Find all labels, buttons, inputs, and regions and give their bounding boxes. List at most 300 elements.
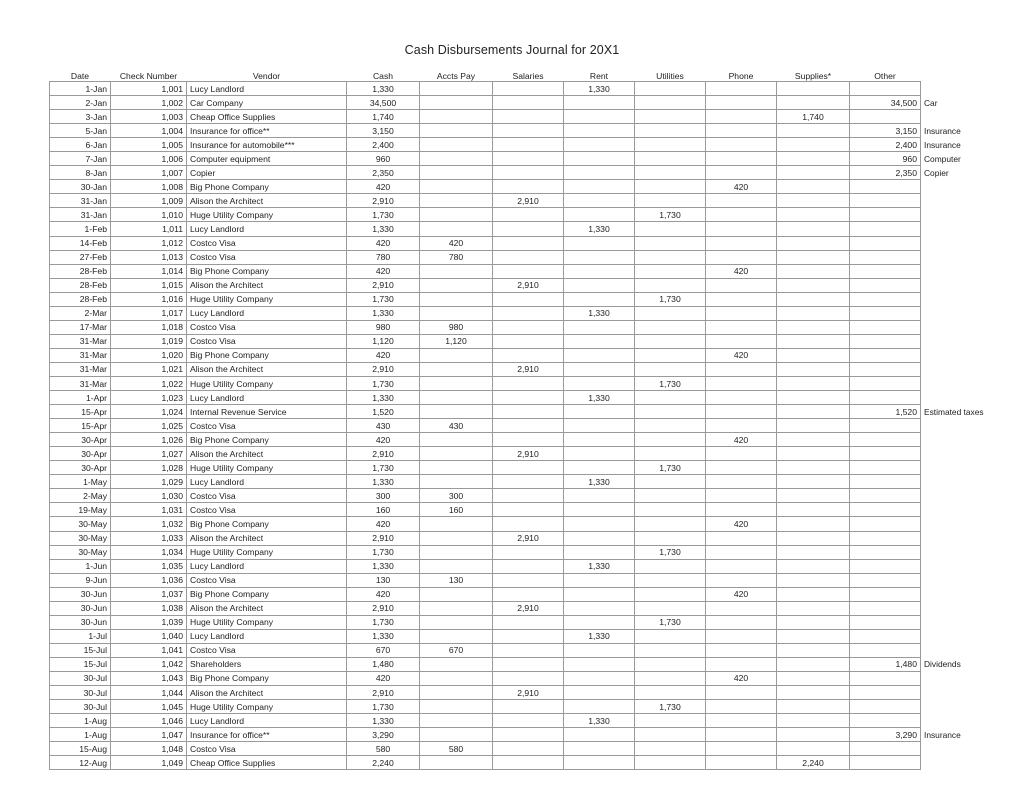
- cash-cell: 1,330: [347, 391, 420, 405]
- supplies-cell: [777, 124, 850, 138]
- phone-cell: [706, 278, 777, 292]
- phone-cell: [706, 489, 777, 503]
- vendor-cell: Big Phone Company: [187, 180, 347, 194]
- phone-cell: 420: [706, 180, 777, 194]
- accts-pay-cell: [420, 208, 493, 222]
- rent-cell: [564, 96, 635, 110]
- accts-pay-cell: [420, 671, 493, 685]
- phone-cell: 420: [706, 517, 777, 531]
- supplies-cell: [777, 700, 850, 714]
- journal-row: [50, 194, 1003, 208]
- supplies-cell: [777, 531, 850, 545]
- check-number-cell: 1,040: [111, 629, 187, 643]
- category-note: [921, 545, 1003, 559]
- rent-cell: [564, 545, 635, 559]
- supplies-cell: [777, 629, 850, 643]
- journal-row: [50, 700, 1003, 714]
- other-cell: [850, 208, 921, 222]
- other-cell: [850, 714, 921, 728]
- date-cell: 15-Jul: [50, 657, 111, 671]
- category-note: [921, 531, 1003, 545]
- accts-pay-cell: [420, 362, 493, 376]
- check-number-cell: 1,008: [111, 180, 187, 194]
- utilities-cell: [635, 531, 706, 545]
- category-note: [921, 320, 1003, 334]
- other-cell: [850, 615, 921, 629]
- accts-pay-cell: 670: [420, 643, 493, 657]
- vendor-cell: Alison the Architect: [187, 601, 347, 615]
- salaries-cell: [493, 180, 564, 194]
- journal-row: [50, 236, 1003, 250]
- journal-row: [50, 334, 1003, 348]
- rent-cell: [564, 138, 635, 152]
- journal-row: [50, 714, 1003, 728]
- phone-cell: [706, 334, 777, 348]
- date-cell: 15-Jul: [50, 643, 111, 657]
- accts-pay-cell: 780: [420, 250, 493, 264]
- category-note: [921, 306, 1003, 320]
- cash-cell: 1,730: [347, 208, 420, 222]
- date-cell: 15-Aug: [50, 742, 111, 756]
- other-cell: [850, 447, 921, 461]
- check-number-cell: 1,011: [111, 222, 187, 236]
- category-note: [921, 559, 1003, 573]
- cash-cell: 420: [347, 587, 420, 601]
- utilities-cell: [635, 405, 706, 419]
- phone-cell: [706, 573, 777, 587]
- vendor-cell: Huge Utility Company: [187, 208, 347, 222]
- cash-cell: 960: [347, 152, 420, 166]
- rent-cell: [564, 278, 635, 292]
- supplies-cell: [777, 545, 850, 559]
- rent-cell: 1,330: [564, 714, 635, 728]
- supplies-cell: [777, 82, 850, 96]
- cash-cell: 2,910: [347, 194, 420, 208]
- supplies-cell: [777, 138, 850, 152]
- journal-row: [50, 278, 1003, 292]
- date-cell: 30-Jun: [50, 615, 111, 629]
- vendor-cell: Internal Revenue Service: [187, 405, 347, 419]
- category-note: [921, 348, 1003, 362]
- cash-cell: 3,150: [347, 124, 420, 138]
- supplies-cell: [777, 166, 850, 180]
- header-cash: Cash: [372, 71, 394, 81]
- supplies-cell: [777, 222, 850, 236]
- salaries-cell: [493, 138, 564, 152]
- rent-cell: [564, 236, 635, 250]
- vendor-cell: Big Phone Company: [187, 348, 347, 362]
- other-cell: 1,520: [850, 405, 921, 419]
- vendor-cell: Costco Visa: [187, 742, 347, 756]
- supplies-cell: [777, 517, 850, 531]
- category-note: [921, 376, 1003, 390]
- salaries-cell: [493, 489, 564, 503]
- journal-body: [50, 82, 1003, 770]
- check-number-cell: 1,020: [111, 348, 187, 362]
- salaries-cell: [493, 166, 564, 180]
- date-cell: 6-Jan: [50, 138, 111, 152]
- salaries-cell: 2,910: [493, 601, 564, 615]
- journal-row: [50, 517, 1003, 531]
- journal-row: [50, 503, 1003, 517]
- rent-cell: [564, 742, 635, 756]
- other-cell: [850, 278, 921, 292]
- supplies-cell: 1,740: [777, 110, 850, 124]
- other-cell: [850, 601, 921, 615]
- phone-cell: [706, 292, 777, 306]
- journal-row: [50, 419, 1003, 433]
- check-number-cell: 1,025: [111, 419, 187, 433]
- header-check-number: Check Number: [119, 71, 178, 81]
- header-salaries: Salaries: [512, 71, 544, 81]
- cash-cell: 420: [347, 671, 420, 685]
- accts-pay-cell: [420, 110, 493, 124]
- supplies-cell: [777, 306, 850, 320]
- salaries-cell: [493, 264, 564, 278]
- utilities-cell: 1,730: [635, 376, 706, 390]
- date-cell: 28-Feb: [50, 264, 111, 278]
- vendor-cell: Alison the Architect: [187, 686, 347, 700]
- utilities-cell: [635, 124, 706, 138]
- phone-cell: [706, 742, 777, 756]
- header-rent: Rent: [589, 71, 609, 81]
- category-note: [921, 180, 1003, 194]
- supplies-cell: [777, 96, 850, 110]
- salaries-cell: [493, 559, 564, 573]
- journal-row: [50, 756, 1003, 770]
- salaries-cell: [493, 657, 564, 671]
- other-cell: [850, 236, 921, 250]
- salaries-cell: [493, 643, 564, 657]
- accts-pay-cell: [420, 306, 493, 320]
- supplies-cell: [777, 180, 850, 194]
- utilities-cell: [635, 503, 706, 517]
- accts-pay-cell: [420, 292, 493, 306]
- cash-cell: 780: [347, 250, 420, 264]
- supplies-cell: [777, 503, 850, 517]
- cash-cell: 1,730: [347, 615, 420, 629]
- cash-cell: 1,730: [347, 461, 420, 475]
- check-number-cell: 1,030: [111, 489, 187, 503]
- phone-cell: [706, 96, 777, 110]
- vendor-cell: Insurance for office**: [187, 124, 347, 138]
- accts-pay-cell: [420, 447, 493, 461]
- header-date: Date: [70, 71, 90, 81]
- cash-cell: 1,330: [347, 475, 420, 489]
- journal-row: [50, 475, 1003, 489]
- other-cell: 2,350: [850, 166, 921, 180]
- journal-row: [50, 601, 1003, 615]
- date-cell: 1-Aug: [50, 714, 111, 728]
- category-note: [921, 489, 1003, 503]
- date-cell: 30-Jul: [50, 686, 111, 700]
- journal-row: [50, 573, 1003, 587]
- phone-cell: [706, 362, 777, 376]
- supplies-cell: [777, 419, 850, 433]
- utilities-cell: [635, 489, 706, 503]
- cash-cell: 2,350: [347, 166, 420, 180]
- vendor-cell: Alison the Architect: [187, 194, 347, 208]
- date-cell: 1-May: [50, 475, 111, 489]
- phone-cell: [706, 615, 777, 629]
- category-note: [921, 615, 1003, 629]
- vendor-cell: Lucy Landlord: [187, 714, 347, 728]
- header-row: [50, 67, 1003, 82]
- rent-cell: [564, 180, 635, 194]
- accts-pay-cell: [420, 531, 493, 545]
- phone-cell: [706, 475, 777, 489]
- cash-cell: 1,730: [347, 376, 420, 390]
- category-note: Estimated taxes: [924, 406, 984, 417]
- date-cell: 1-Apr: [50, 391, 111, 405]
- check-number-cell: 1,036: [111, 573, 187, 587]
- rent-cell: [564, 124, 635, 138]
- check-number-cell: 1,049: [111, 756, 187, 770]
- phone-cell: [706, 82, 777, 96]
- rent-cell: 1,330: [564, 629, 635, 643]
- utilities-cell: [635, 601, 706, 615]
- utilities-cell: 1,730: [635, 461, 706, 475]
- supplies-cell: [777, 208, 850, 222]
- vendor-cell: Costco Visa: [187, 503, 347, 517]
- supplies-cell: [777, 559, 850, 573]
- rent-cell: [564, 250, 635, 264]
- utilities-cell: [635, 138, 706, 152]
- utilities-cell: [635, 559, 706, 573]
- accts-pay-cell: [420, 152, 493, 166]
- header-phone: Phone: [728, 71, 754, 81]
- accts-pay-cell: [420, 348, 493, 362]
- check-number-cell: 1,013: [111, 250, 187, 264]
- check-number-cell: 1,037: [111, 587, 187, 601]
- journal-row: [50, 166, 1003, 180]
- accts-pay-cell: [420, 405, 493, 419]
- category-note: Computer: [924, 153, 961, 164]
- journal-row: [50, 348, 1003, 362]
- date-cell: 19-May: [50, 503, 111, 517]
- journal-row: [50, 587, 1003, 601]
- cash-cell: 160: [347, 503, 420, 517]
- vendor-cell: Alison the Architect: [187, 531, 347, 545]
- category-note: Car: [924, 97, 938, 108]
- check-number-cell: 1,027: [111, 447, 187, 461]
- cash-disbursements-table: [49, 67, 1003, 770]
- journal-row: [50, 657, 1003, 671]
- check-number-cell: 1,002: [111, 96, 187, 110]
- salaries-cell: 2,910: [493, 447, 564, 461]
- utilities-cell: 1,730: [635, 208, 706, 222]
- phone-cell: 420: [706, 433, 777, 447]
- rent-cell: [564, 686, 635, 700]
- utilities-cell: [635, 96, 706, 110]
- vendor-cell: Computer equipment: [187, 152, 347, 166]
- utilities-cell: [635, 587, 706, 601]
- category-note: [921, 671, 1003, 685]
- rent-cell: 1,330: [564, 82, 635, 96]
- cash-cell: 1,330: [347, 714, 420, 728]
- supplies-cell: [777, 587, 850, 601]
- check-number-cell: 1,039: [111, 615, 187, 629]
- category-note: [921, 503, 1003, 517]
- phone-cell: [706, 714, 777, 728]
- vendor-cell: Huge Utility Company: [187, 615, 347, 629]
- other-cell: [850, 264, 921, 278]
- phone-cell: [706, 320, 777, 334]
- journal-row: [50, 208, 1003, 222]
- other-cell: 960: [850, 152, 921, 166]
- vendor-cell: Costco Visa: [187, 250, 347, 264]
- date-cell: 30-Apr: [50, 433, 111, 447]
- journal-row: [50, 110, 1003, 124]
- cash-cell: 420: [347, 236, 420, 250]
- vendor-cell: Lucy Landlord: [187, 629, 347, 643]
- rent-cell: [564, 728, 635, 742]
- category-note: [921, 573, 1003, 587]
- rent-cell: [564, 700, 635, 714]
- other-cell: [850, 545, 921, 559]
- supplies-cell: [777, 391, 850, 405]
- journal-row: [50, 545, 1003, 559]
- cash-cell: 34,500: [347, 96, 420, 110]
- category-note: Insurance: [924, 729, 961, 740]
- check-number-cell: 1,021: [111, 362, 187, 376]
- cash-cell: 2,910: [347, 601, 420, 615]
- accts-pay-cell: [420, 433, 493, 447]
- accts-pay-cell: 580: [420, 742, 493, 756]
- rent-cell: [564, 264, 635, 278]
- phone-cell: [706, 166, 777, 180]
- other-cell: [850, 194, 921, 208]
- check-number-cell: 1,001: [111, 82, 187, 96]
- salaries-cell: [493, 292, 564, 306]
- salaries-cell: [493, 503, 564, 517]
- check-number-cell: 1,004: [111, 124, 187, 138]
- check-number-cell: 1,044: [111, 686, 187, 700]
- rent-cell: [564, 615, 635, 629]
- other-cell: 1,480: [850, 657, 921, 671]
- category-note: [921, 278, 1003, 292]
- journal-row: [50, 489, 1003, 503]
- other-cell: [850, 531, 921, 545]
- supplies-cell: [777, 573, 850, 587]
- date-cell: 1-Jun: [50, 559, 111, 573]
- date-cell: 17-Mar: [50, 320, 111, 334]
- date-cell: 1-Feb: [50, 222, 111, 236]
- salaries-cell: [493, 96, 564, 110]
- utilities-cell: [635, 250, 706, 264]
- check-number-cell: 1,019: [111, 334, 187, 348]
- date-cell: 7-Jan: [50, 152, 111, 166]
- vendor-cell: Insurance for office**: [187, 728, 347, 742]
- utilities-cell: 1,730: [635, 292, 706, 306]
- date-cell: 30-May: [50, 531, 111, 545]
- check-number-cell: 1,032: [111, 517, 187, 531]
- salaries-cell: [493, 348, 564, 362]
- header-other: Other: [874, 71, 896, 81]
- journal-row: [50, 292, 1003, 306]
- supplies-cell: 2,240: [777, 756, 850, 770]
- accts-pay-cell: [420, 376, 493, 390]
- cash-cell: 420: [347, 433, 420, 447]
- supplies-cell: [777, 714, 850, 728]
- date-cell: 8-Jan: [50, 166, 111, 180]
- phone-cell: [706, 250, 777, 264]
- vendor-cell: Costco Visa: [187, 573, 347, 587]
- check-number-cell: 1,005: [111, 138, 187, 152]
- cash-cell: 1,520: [347, 405, 420, 419]
- utilities-cell: [635, 320, 706, 334]
- phone-cell: 420: [706, 671, 777, 685]
- category-note: [921, 686, 1003, 700]
- accts-pay-cell: [420, 194, 493, 208]
- supplies-cell: [777, 236, 850, 250]
- accts-pay-cell: [420, 714, 493, 728]
- journal-row: [50, 559, 1003, 573]
- phone-cell: [706, 194, 777, 208]
- utilities-cell: [635, 391, 706, 405]
- journal-row: [50, 250, 1003, 264]
- supplies-cell: [777, 334, 850, 348]
- other-cell: [850, 517, 921, 531]
- accts-pay-cell: [420, 166, 493, 180]
- vendor-cell: Huge Utility Company: [187, 292, 347, 306]
- check-number-cell: 1,041: [111, 643, 187, 657]
- utilities-cell: [635, 728, 706, 742]
- accts-pay-cell: [420, 264, 493, 278]
- utilities-cell: 1,730: [635, 545, 706, 559]
- cash-cell: 1,330: [347, 559, 420, 573]
- rent-cell: [564, 110, 635, 124]
- rent-cell: [564, 348, 635, 362]
- rent-cell: 1,330: [564, 559, 635, 573]
- salaries-cell: [493, 728, 564, 742]
- date-cell: 30-Jul: [50, 700, 111, 714]
- phone-cell: [706, 657, 777, 671]
- check-number-cell: 1,038: [111, 601, 187, 615]
- salaries-cell: [493, 517, 564, 531]
- salaries-cell: [493, 742, 564, 756]
- accts-pay-cell: 300: [420, 489, 493, 503]
- supplies-cell: [777, 292, 850, 306]
- header-accts-pay: Accts Pay: [436, 71, 476, 81]
- category-note: [921, 362, 1003, 376]
- category-note: [921, 292, 1003, 306]
- other-cell: [850, 587, 921, 601]
- journal-row: [50, 461, 1003, 475]
- utilities-cell: [635, 475, 706, 489]
- vendor-cell: Huge Utility Company: [187, 700, 347, 714]
- date-cell: 30-Apr: [50, 461, 111, 475]
- check-number-cell: 1,024: [111, 405, 187, 419]
- date-cell: 9-Jun: [50, 573, 111, 587]
- check-number-cell: 1,006: [111, 152, 187, 166]
- supplies-cell: [777, 376, 850, 390]
- supplies-cell: [777, 742, 850, 756]
- other-cell: [850, 334, 921, 348]
- phone-cell: [706, 391, 777, 405]
- date-cell: 31-Mar: [50, 376, 111, 390]
- header-supplies: Supplies*: [794, 71, 832, 81]
- accts-pay-cell: [420, 180, 493, 194]
- phone-cell: [706, 138, 777, 152]
- rent-cell: [564, 573, 635, 587]
- check-number-cell: 1,048: [111, 742, 187, 756]
- journal-title: Cash Disbursements Journal for 20X1: [404, 43, 620, 57]
- check-number-cell: 1,035: [111, 559, 187, 573]
- other-cell: [850, 503, 921, 517]
- vendor-cell: Huge Utility Company: [187, 545, 347, 559]
- supplies-cell: [777, 362, 850, 376]
